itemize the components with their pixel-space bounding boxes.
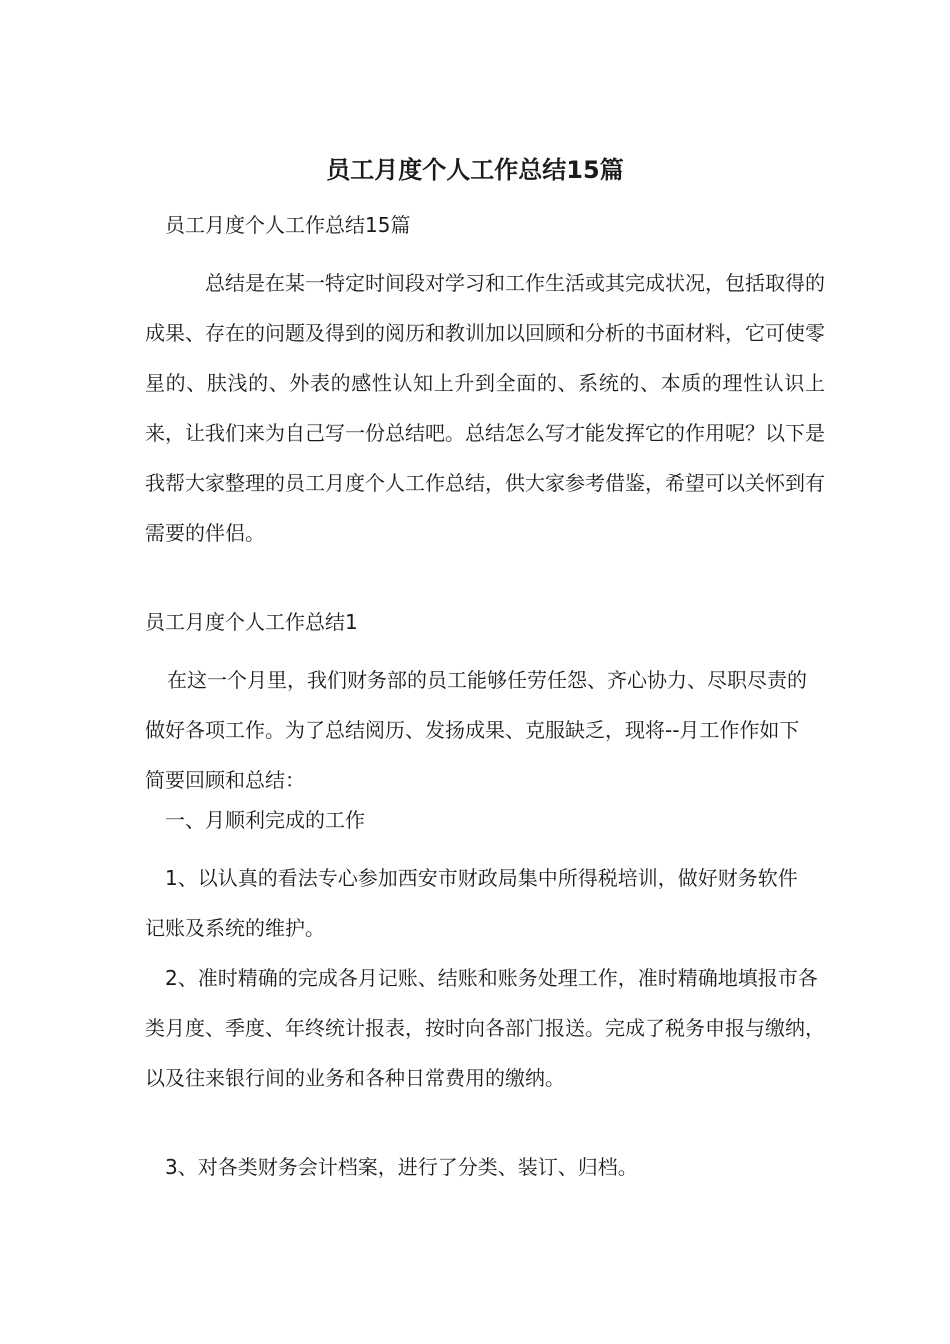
subsection-heading: 一、月顺利完成的工作 xyxy=(165,808,365,832)
list-item: 3、对各类财务会计档案，进行了分类、装订、归档。 xyxy=(165,1155,638,1179)
list-item: 2、准时精确的完成各月记账、结账和账务处理工作，准时精确地填报市各类月度、季度、年终统计报表，按时向各部门报送。完成了税务申报与缴纳，以及往来银行间的业务和各种日常费用的缴纳。 xyxy=(145,966,825,1090)
document-subtitle: 员工月度个人工作总结15篇 xyxy=(165,213,411,237)
section-heading: 员工月度个人工作总结1 xyxy=(145,610,358,634)
document-title: 员工月度个人工作总结15篇 xyxy=(326,156,624,184)
intro-paragraph: 总结是在某一特定时间段对学习和工作生活或其完成状况，包括取得的成果、存在的问题及得到的阅历和教训加以回顾和分析的书面材料，它可使零星的、肤浅的、外表的感性认知上升到全面的、系统的、本质的理性认识上来，让我们来为自己写一份总结吧。总结怎么写才能发挥它的作用呢？以下是我帮大家整理的员工月度个人工作总结，供大家参考借鉴，希望可以关怀到有需要的伴侣。 xyxy=(145,271,825,545)
list-item: 1、以认真的看法专心参加西安市财政局集中所得税培训，做好财务软件记账及系统的维护。 xyxy=(145,866,798,940)
section-paragraph: 在这一个月里，我们财务部的员工能够任劳任怨、齐心协力、尽职尽责的做好各项工作。为了总结阅历、发扬成果、克服缺乏，现将--月工作作如下简要回顾和总结： xyxy=(145,668,807,792)
